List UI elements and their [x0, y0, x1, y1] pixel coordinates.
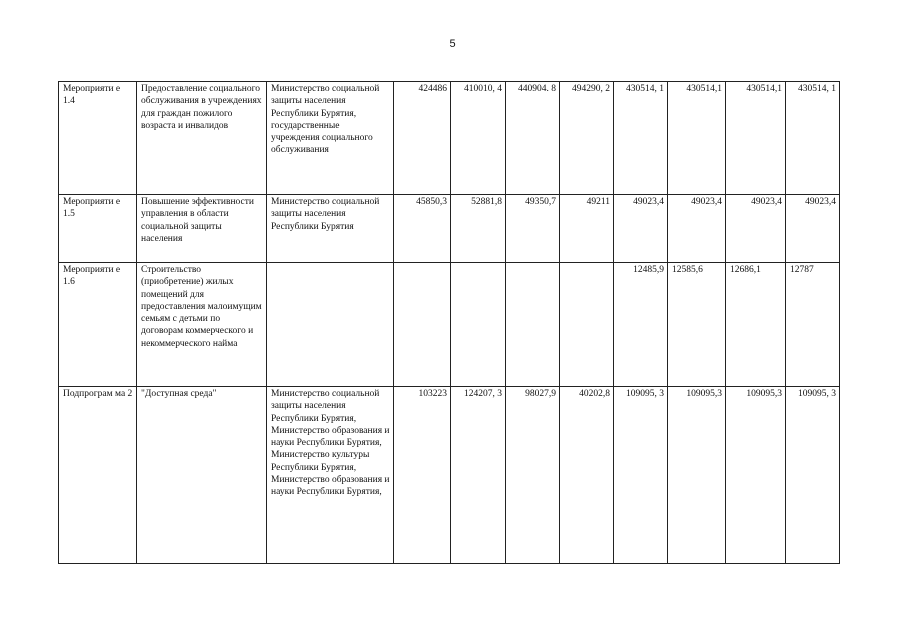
value-cell: 49023,4: [726, 195, 786, 263]
budget-table: [58, 81, 840, 564]
value-cell: 430514, 1: [786, 82, 840, 195]
value-cell: 124207, 3: [451, 387, 506, 564]
value-cell: 12485,9: [614, 263, 668, 387]
table-row: [59, 82, 840, 195]
value-cell: [451, 263, 506, 387]
table-row: [59, 387, 840, 564]
value-cell: 109095, 3: [786, 387, 840, 564]
value-cell: 109095,3: [668, 387, 726, 564]
row-executor: Министерство социальной защиты населения Республики Бурятия, государственные учреждения социального обслуживания: [267, 82, 394, 195]
table-row: [59, 195, 840, 263]
row-name: Повышение эффективности управления в области социальной защиты населения: [137, 195, 267, 263]
row-name: Строительство (приобретение) жилых помещений для предоставления малоимущим семьям с детьми по договорам коммерческого и некоммерческого найма: [137, 263, 267, 387]
value-cell: [394, 263, 451, 387]
value-cell: [506, 263, 560, 387]
value-cell: 40202,8: [560, 387, 614, 564]
row-executor: Министерство социальной защиты населения Республики Бурятия: [267, 195, 394, 263]
value-cell: 49023,4: [614, 195, 668, 263]
row-code: Мероприяти е 1.4: [59, 82, 137, 195]
value-cell: 12686,1: [726, 263, 786, 387]
value-cell: 109095, 3: [614, 387, 668, 564]
row-code: Мероприяти е 1.5: [59, 195, 137, 263]
row-code: Мероприяти е 1.6: [59, 263, 137, 387]
value-cell: 103223: [394, 387, 451, 564]
value-cell: 424486: [394, 82, 451, 195]
row-name: "Доступная среда": [137, 387, 267, 564]
row-name: Предоставление социального обслуживания в учреждениях для граждан пожилого возраста и инвалидов: [137, 82, 267, 195]
value-cell: 52881,8: [451, 195, 506, 263]
value-cell: 49023,4: [786, 195, 840, 263]
value-cell: [560, 263, 614, 387]
value-cell: 49023,4: [668, 195, 726, 263]
row-executor: Министерство социальной защиты населения Республики Бурятия, Министерство образования и науки Республики Бурятия, Министерство культуры Республики Бурятия, Министерство образования и науки Республики Бурятия,: [267, 387, 394, 564]
table-row: [59, 263, 840, 387]
value-cell: 45850,3: [394, 195, 451, 263]
row-executor: [267, 263, 394, 387]
value-cell: 49350,7: [506, 195, 560, 263]
value-cell: 440904. 8: [506, 82, 560, 195]
value-cell: 430514,1: [668, 82, 726, 195]
value-cell: 12585,6: [668, 263, 726, 387]
value-cell: 98027,9: [506, 387, 560, 564]
value-cell: 494290, 2: [560, 82, 614, 195]
page-number: 5: [449, 38, 456, 50]
row-code: Подпрограм ма 2: [59, 387, 137, 564]
value-cell: 109095,3: [726, 387, 786, 564]
value-cell: 12787: [786, 263, 840, 387]
value-cell: 410010, 4: [451, 82, 506, 195]
value-cell: 430514,1: [726, 82, 786, 195]
value-cell: 49211: [560, 195, 614, 263]
value-cell: 430514, 1: [614, 82, 668, 195]
